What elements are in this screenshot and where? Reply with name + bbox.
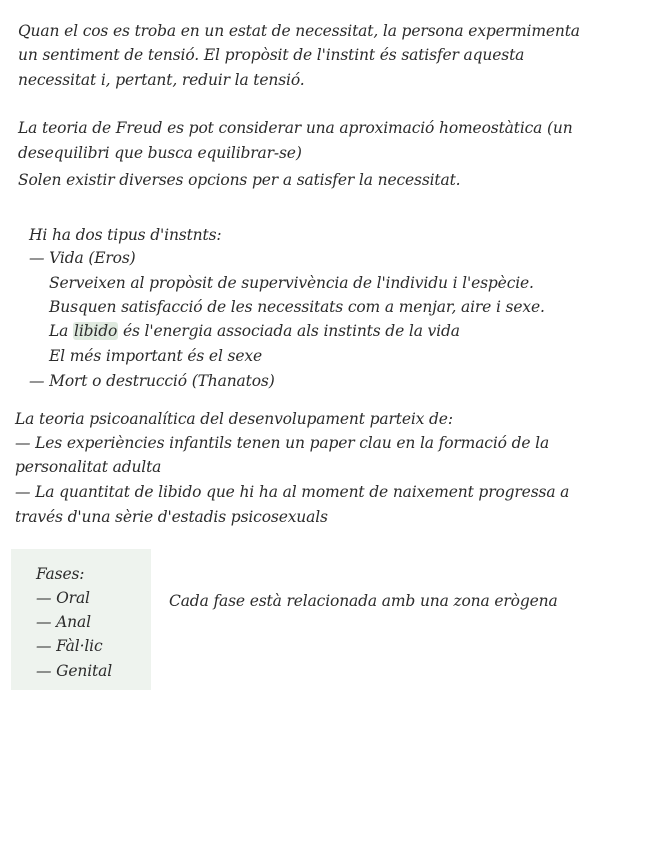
paragraph-1-line-1: Quan el cos es troba en un estat de necessitat, la persona expermimenta xyxy=(18,22,580,40)
instincts-title: Hi ha dos tipus d'instnts: xyxy=(29,226,222,244)
libido-highlight: libido xyxy=(74,322,118,340)
paragraph-1-line-2: un sentiment de tensió. El propòsit de l'instint és satisfer aquesta xyxy=(18,46,525,64)
theory-line-5: través d'una sèrie d'estadis psicosexuals xyxy=(15,508,328,526)
fase-anal: — Anal xyxy=(36,613,91,631)
libido-suffix: és l'energia associada als instints de la vida xyxy=(118,322,460,340)
theory-line-2: — Les experiències infantils tenen un paper clau en la formació de la xyxy=(15,434,550,452)
fases-title: Fases: xyxy=(36,565,85,583)
libido-prefix: La xyxy=(49,322,74,340)
instinct-death: — Mort o destrucció (Thanatos) xyxy=(29,372,275,390)
paragraph-2-line-3: Solen existir diverses opcions per a satisfer la necessitat. xyxy=(18,171,461,189)
life-point-sex: El més important és el sexe xyxy=(49,347,262,365)
theory-line-4: — La quantitat de libido que hi ha al moment de naixement progressa a xyxy=(15,483,570,501)
fases-note: Cada fase està relacionada amb una zona erògena xyxy=(169,592,558,610)
fase-genital: — Genital xyxy=(36,662,112,680)
instinct-life: — Vida (Eros) xyxy=(29,249,136,267)
life-point-survival: Serveixen al propòsit de supervivència de l'individu i l'espècie. xyxy=(49,274,534,292)
paragraph-2-line-2: desequilibri que busca equilibrar-se) xyxy=(18,144,302,162)
life-point-needs: Busquen satisfacció de les necessitats com a menjar, aire i sexe. xyxy=(49,298,545,316)
fase-oral: — Oral xyxy=(36,589,90,607)
fase-fallic: — Fàl·lic xyxy=(36,637,103,655)
paragraph-2-line-1: La teoria de Freud es pot considerar una aproximació homeostàtica (un xyxy=(18,119,573,137)
theory-line-3: personalitat adulta xyxy=(15,458,162,476)
theory-line-1: La teoria psicoanalítica del desenvolupament parteix de: xyxy=(15,410,453,428)
life-point-libido xyxy=(49,320,460,342)
paragraph-1-line-3: necessitat i, pertant, reduir la tensió. xyxy=(18,71,305,89)
